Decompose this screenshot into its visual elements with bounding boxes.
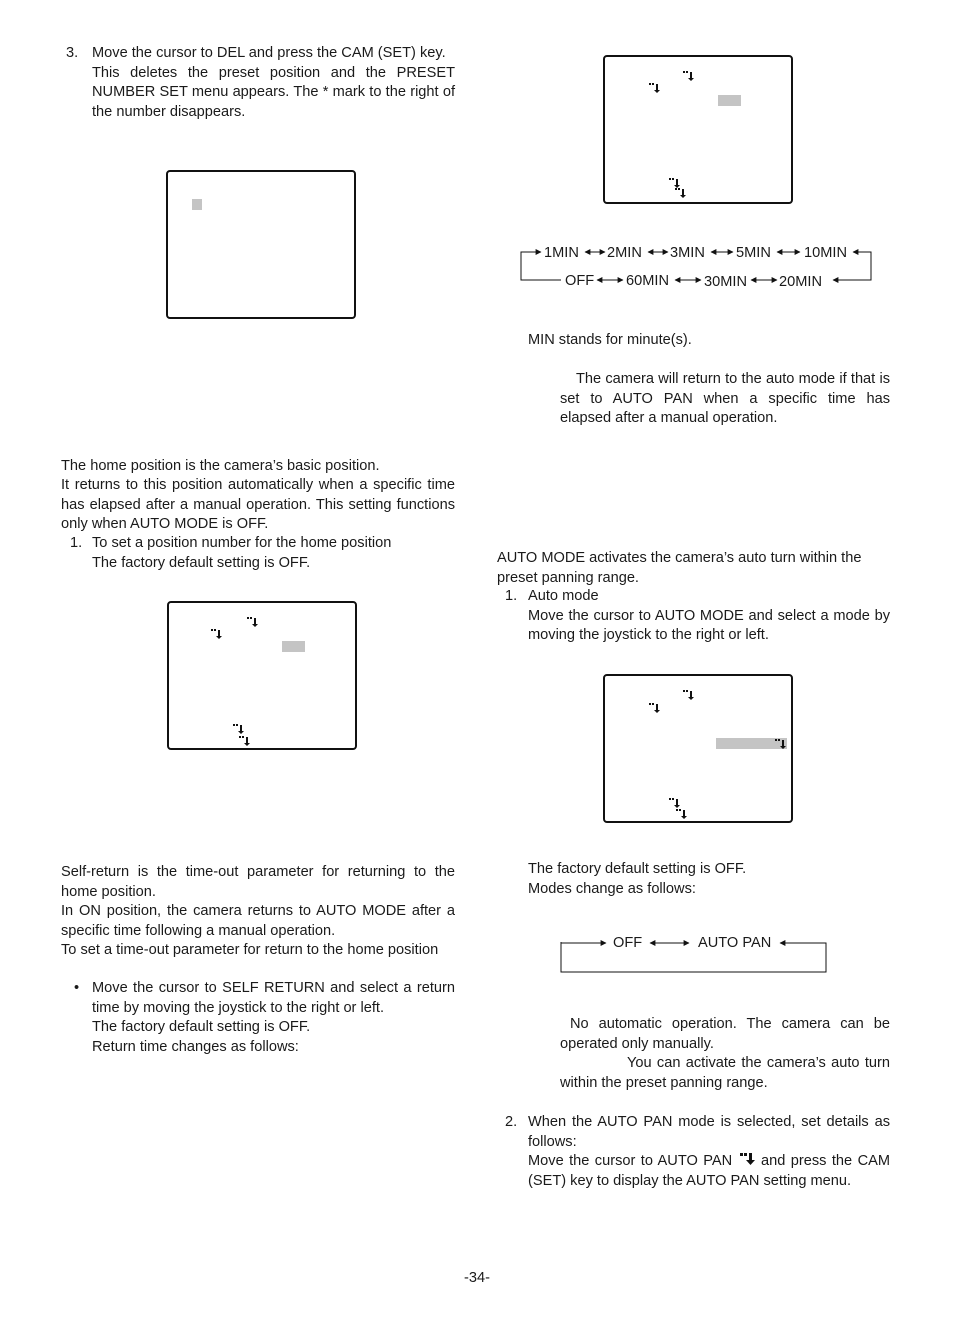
auto-mode-return-note: The camera will return to the auto mode if that is set to AUTO PAN when a specific time has elapsed after a manual operation. <box>560 371 890 426</box>
self-return-on-behavior: In ON position, the camera returns to AUTO MODE after a specific time following a manual operation. <box>61 903 455 939</box>
home-position-intro: The home position is the camera’s basic position. <box>61 458 380 474</box>
step-number: 3. <box>66 45 79 61</box>
bullet-default: The factory default setting is OFF. <box>92 1019 311 1035</box>
submenu-arrow-icon <box>210 628 222 640</box>
return-time-cycle-diagram <box>515 238 880 294</box>
off-mode-description: No automatic operation. The camera can be operated only manually. <box>560 1016 890 1052</box>
auto-pan-mode-description: You can activate the camera’s auto turn within the preset panning range. <box>560 1055 890 1091</box>
cursor-highlight <box>716 738 787 749</box>
submenu-arrow-icon <box>774 738 786 750</box>
time-option-10min: 10MIN <box>804 245 847 261</box>
auto-mode-defaults <box>528 860 890 899</box>
submenu-arrow-icon <box>682 70 694 82</box>
submenu-arrow-icon <box>648 82 660 94</box>
bullet-mark: • <box>74 980 80 996</box>
auto-mode-menu-screen <box>603 674 793 823</box>
submenu-arrow-icon <box>238 735 250 747</box>
time-option-30min: 30MIN <box>704 274 747 290</box>
factory-default-text: The factory default setting is OFF. <box>528 861 747 877</box>
auto-step-1-title: Auto mode <box>528 588 599 604</box>
bullet-text: Move the cursor to SELF RETURN and select a return time by moving the joystick to the right or left. <box>92 980 455 1016</box>
bullet-changes: Return time changes as follows: <box>92 1038 299 1055</box>
page-number: -34- <box>464 1270 490 1286</box>
step-3-text: Move the cursor to DEL and press the CAM (SET) key. <box>92 45 446 61</box>
step-2-text: When the AUTO PAN mode is selected, set details as follows: <box>528 1114 890 1150</box>
home-position-description: It returns to this position automatically when a specific time has elapsed after a manual operation. This setting functions only when AUTO MODE is OFF. <box>61 477 455 532</box>
mode-option-off: OFF <box>613 935 643 951</box>
time-option-3min: 3MIN <box>670 245 705 261</box>
time-option-off: OFF <box>565 273 595 289</box>
step-number: 2. <box>505 1114 518 1130</box>
step-3-result: This deletes the preset position and the PRESET NUMBER SET menu appears. The * mark to the right of the number disappears. <box>92 64 455 120</box>
time-option-2min: 2MIN <box>607 245 642 261</box>
auto-step-1-text: Move the cursor to AUTO MODE and select a mode by moving the joystick to the right or left. <box>528 607 890 643</box>
cursor-highlight <box>282 641 305 652</box>
modes-change-text: Modes change as follows: <box>528 880 696 897</box>
home-position-menu-screen <box>167 601 357 750</box>
step-number: 1. <box>505 588 518 604</box>
auto-mode-description: AUTO MODE activates the camera’s auto turn within the preset panning range. <box>497 550 862 586</box>
mode-option-auto-pan: AUTO PAN <box>698 935 772 951</box>
min-note: MIN stands for minute(s). <box>528 332 692 348</box>
cursor-highlight <box>192 199 202 210</box>
mode-cycle-diagram <box>558 930 830 976</box>
preset-number-menu-screen <box>166 170 356 319</box>
time-option-20min: 20MIN <box>779 274 822 290</box>
home-step-1-default: The factory default setting is OFF. <box>92 554 311 571</box>
step-number: 1. <box>70 535 83 551</box>
time-option-5min: 5MIN <box>736 245 771 261</box>
auto-pan-submenu-icon <box>738 1152 756 1166</box>
submenu-arrow-icon <box>648 702 660 714</box>
submenu-arrow-icon <box>674 187 686 199</box>
self-return-definition: Self-return is the time-out parameter for returning to the home position. <box>61 864 455 900</box>
submenu-arrow-icon <box>232 723 244 735</box>
mode-cycle-lines <box>558 930 830 976</box>
time-option-60min: 60MIN <box>626 273 669 289</box>
self-return-menu-screen <box>603 55 793 204</box>
home-step-1-text: To set a position number for the home position <box>92 535 392 551</box>
self-return-description <box>61 863 455 961</box>
cursor-highlight <box>718 95 741 106</box>
self-return-instruction: To set a time-out parameter for return to the home position <box>61 942 439 958</box>
submenu-arrow-icon <box>246 616 258 628</box>
submenu-arrow-icon <box>675 808 687 820</box>
step-2-instruction: Move the cursor to AUTO PAN and press the CAM (SET) key to display the AUTO PAN setting menu. <box>528 1153 890 1189</box>
time-option-1min: 1MIN <box>544 245 579 261</box>
submenu-arrow-icon <box>682 689 694 701</box>
